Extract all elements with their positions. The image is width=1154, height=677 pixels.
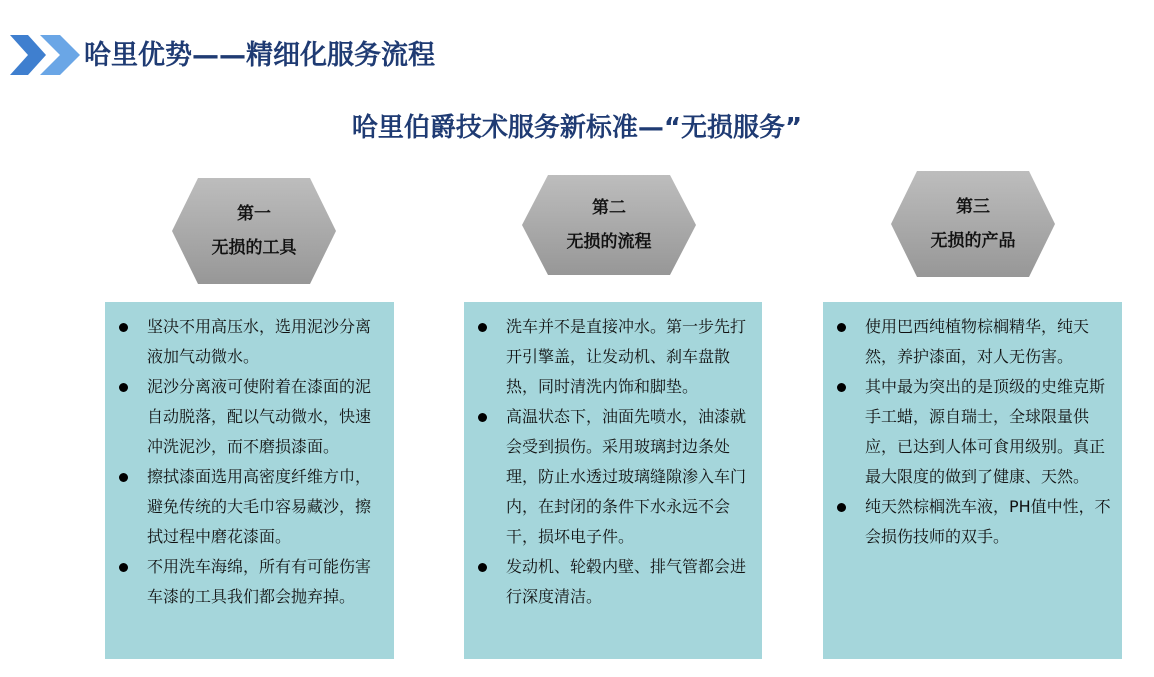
panel-tools xyxy=(105,302,394,659)
list-item: 坚决不用高压水，选用泥沙分离液加气动微水。 xyxy=(105,312,386,372)
hexagon-step-label: 第二 xyxy=(592,198,626,218)
hexagon-step-title: 无损的流程 xyxy=(566,232,652,252)
list-item: 其中最为突出的是顶级的史维克斯手工蜡，源自瑞士，全球限量供应，已达到人体可食用级别。真正最大限度的做到了健康、天然。 xyxy=(823,372,1114,492)
double-chevron-icon xyxy=(10,35,84,75)
hexagon-step-title: 无损的工具 xyxy=(211,238,297,258)
bullet-icon xyxy=(119,323,128,332)
page-title: 哈里优势——精细化服务流程 xyxy=(84,40,435,71)
bullet-icon xyxy=(837,383,846,392)
bullet-icon xyxy=(119,473,128,482)
bullet-icon xyxy=(837,323,846,332)
hexagon-step-2 xyxy=(522,175,686,281)
list-item: 使用巴西纯植物棕榈精华，纯天然，养护漆面，对人无伤害。 xyxy=(823,312,1114,372)
list-item: 擦拭漆面选用高密度纤维方巾，避免传统的大毛巾容易藏沙，擦拭过程中磨花漆面。 xyxy=(105,462,386,552)
list-item: 泥沙分离液可使附着在漆面的泥自动脱落，配以气动微水，快速冲洗泥沙，而不磨损漆面。 xyxy=(105,372,386,462)
bullet-icon xyxy=(119,383,128,392)
bullet-icon xyxy=(119,563,128,572)
panel-products xyxy=(823,302,1122,659)
list-item: 高温状态下，油面先喷水，油漆就会受到损伤。采用玻璃封边条处理，防止水透过玻璃缝隙渗入车门内，在封闭的条件下水永远不会干，损坏电子件。 xyxy=(464,402,754,552)
hexagon-step-3 xyxy=(891,171,1055,277)
list-item: 发动机、轮毂内壁、排气管都会进行深度清洁。 xyxy=(464,552,754,612)
list-item: 洗车并不是直接冲水。第一步先打开引擎盖，让发动机、刹车盘散热，同时清洗内饰和脚垫。 xyxy=(464,312,754,402)
hexagon-step-label: 第三 xyxy=(956,197,990,217)
bullet-icon xyxy=(837,503,846,512)
hexagon-step-label: 第一 xyxy=(237,204,271,224)
list-item: 不用洗车海绵，所有有可能伤害车漆的工具我们都会抛弃掉。 xyxy=(105,552,386,612)
list-item: 纯天然棕榈洗车液，PH值中性，不会损伤技师的双手。 xyxy=(823,492,1114,552)
hexagon-step-1 xyxy=(172,178,336,284)
hexagon-step-title: 无损的产品 xyxy=(930,231,1016,251)
page-subtitle: 哈里伯爵技术服务新标准—“无损服务” xyxy=(351,113,803,143)
bullet-icon xyxy=(478,563,487,572)
bullet-icon xyxy=(478,323,487,332)
bullet-icon xyxy=(478,413,487,422)
panel-process xyxy=(464,302,762,659)
